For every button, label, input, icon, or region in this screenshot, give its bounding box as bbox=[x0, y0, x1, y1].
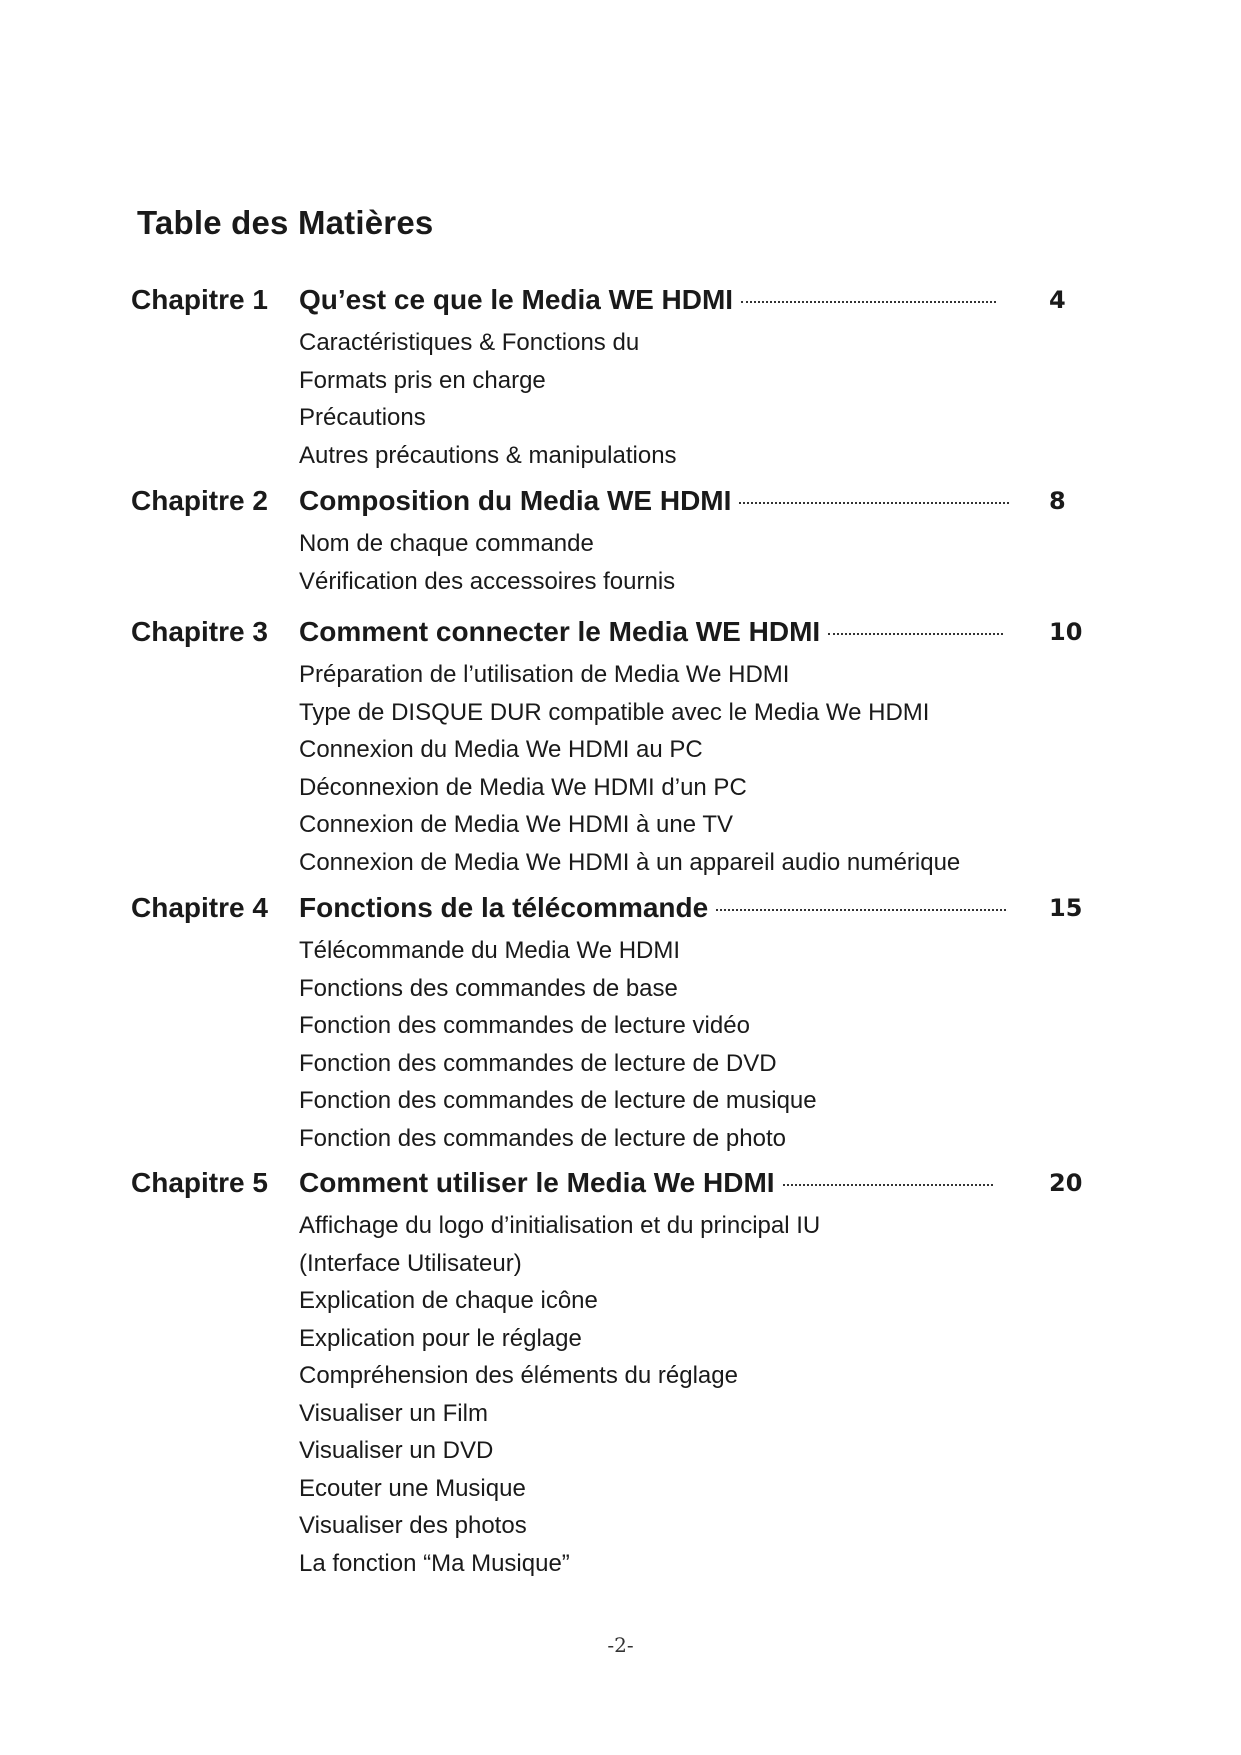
section-item: Type de DISQUE DUR compatible avec le Media We HDMI bbox=[299, 698, 930, 726]
chapter-label: Chapitre 3 bbox=[131, 616, 268, 647]
section-item: Autres précautions & manipulations bbox=[299, 441, 677, 469]
chapter-title bbox=[299, 1167, 1059, 1199]
section-list bbox=[131, 1207, 1091, 1582]
chapter-label: Chapitre 2 bbox=[131, 485, 268, 516]
section-item: Précautions bbox=[299, 404, 426, 431]
section-list bbox=[131, 525, 1091, 600]
page-number: 8 bbox=[1049, 487, 1066, 515]
dot-leader bbox=[716, 907, 1006, 911]
section-item: Télécommande du Media We HDMI bbox=[299, 937, 681, 964]
section-item: Fonction des commandes de lecture de DVD bbox=[299, 1049, 777, 1077]
section-item: (Interface Utilisateur) bbox=[299, 1249, 522, 1277]
section-item: Caractéristiques & Fonctions du bbox=[299, 329, 640, 356]
section-item: Visualiser un DVD bbox=[299, 1437, 494, 1464]
chapter-heading bbox=[131, 485, 1091, 525]
chapter-title bbox=[299, 616, 1059, 648]
chapter-title-text: Fonctions de la télécommande bbox=[299, 892, 709, 923]
chapter-2 bbox=[131, 485, 1091, 600]
dot-leader bbox=[739, 500, 1009, 504]
section-item: Compréhension des éléments du réglage bbox=[299, 1362, 738, 1389]
section-item: Ecouter une Musique bbox=[299, 1474, 526, 1502]
chapter-heading bbox=[131, 1167, 1091, 1207]
section-item: Connexion du Media We HDMI au PC bbox=[299, 736, 703, 763]
dot-leader bbox=[828, 631, 1003, 635]
section-item: Affichage du logo d’initialisation et du principal IU bbox=[299, 1212, 821, 1239]
section-item: Connexion de Media We HDMI à une TV bbox=[299, 811, 734, 838]
chapter-heading bbox=[131, 616, 1091, 656]
chapter-title bbox=[299, 892, 1059, 924]
chapter-title-text: Qu’est ce que le Media WE HDMI bbox=[299, 284, 734, 315]
section-item: Fonction des commandes de lecture de photo bbox=[299, 1124, 786, 1152]
chapter-title bbox=[299, 284, 1059, 316]
chapter-title-text: Comment utiliser le Media We HDMI bbox=[299, 1167, 775, 1198]
section-item: Explication de chaque icône bbox=[299, 1287, 598, 1314]
page-footer-number: -2- bbox=[607, 1633, 634, 1657]
section-list bbox=[131, 656, 1091, 881]
page-number: 10 bbox=[1049, 618, 1083, 646]
chapter-heading bbox=[131, 284, 1091, 324]
section-item: Visualiser des photos bbox=[299, 1512, 527, 1539]
chapter-5 bbox=[131, 1167, 1091, 1582]
section-item: Préparation de l’utilisation de Media We HDMI bbox=[299, 661, 790, 688]
dot-leader bbox=[783, 1182, 993, 1186]
section-list bbox=[131, 324, 1091, 474]
chapter-title bbox=[299, 485, 1059, 517]
page-number: 15 bbox=[1049, 894, 1083, 922]
dot-leader bbox=[741, 299, 996, 303]
section-list bbox=[131, 932, 1091, 1157]
chapter-label: Chapitre 1 bbox=[131, 284, 268, 315]
chapter-label: Chapitre 5 bbox=[131, 1167, 268, 1198]
chapter-title-text: Comment connecter le Media WE HDMI bbox=[299, 616, 821, 647]
section-item: La fonction “Ma Musique” bbox=[299, 1549, 570, 1577]
page-title: Table des Matières bbox=[137, 204, 434, 241]
section-item: Nom de chaque commande bbox=[299, 530, 594, 557]
chapter-title-text: Composition du Media WE HDMI bbox=[299, 485, 732, 516]
chapter-1 bbox=[131, 284, 1091, 474]
chapter-3 bbox=[131, 616, 1091, 881]
section-item: Explication pour le réglage bbox=[299, 1324, 582, 1352]
section-item: Fonctions des commandes de base bbox=[299, 974, 678, 1002]
chapter-heading bbox=[131, 892, 1091, 932]
chapter-label: Chapitre 4 bbox=[131, 892, 268, 923]
section-item: Formats pris en charge bbox=[299, 366, 546, 394]
section-item: Fonction des commandes de lecture de musique bbox=[299, 1087, 817, 1114]
page-number: 4 bbox=[1049, 286, 1066, 314]
section-item: Vérification des accessoires fournis bbox=[299, 567, 676, 595]
section-item: Connexion de Media We HDMI à un appareil audio numérique bbox=[299, 848, 961, 876]
section-item: Visualiser un Film bbox=[299, 1399, 488, 1427]
section-item: Déconnexion de Media We HDMI d’un PC bbox=[299, 773, 747, 801]
chapter-4 bbox=[131, 892, 1091, 1157]
section-item: Fonction des commandes de lecture vidéo bbox=[299, 1012, 750, 1039]
page-number: 20 bbox=[1049, 1169, 1083, 1197]
